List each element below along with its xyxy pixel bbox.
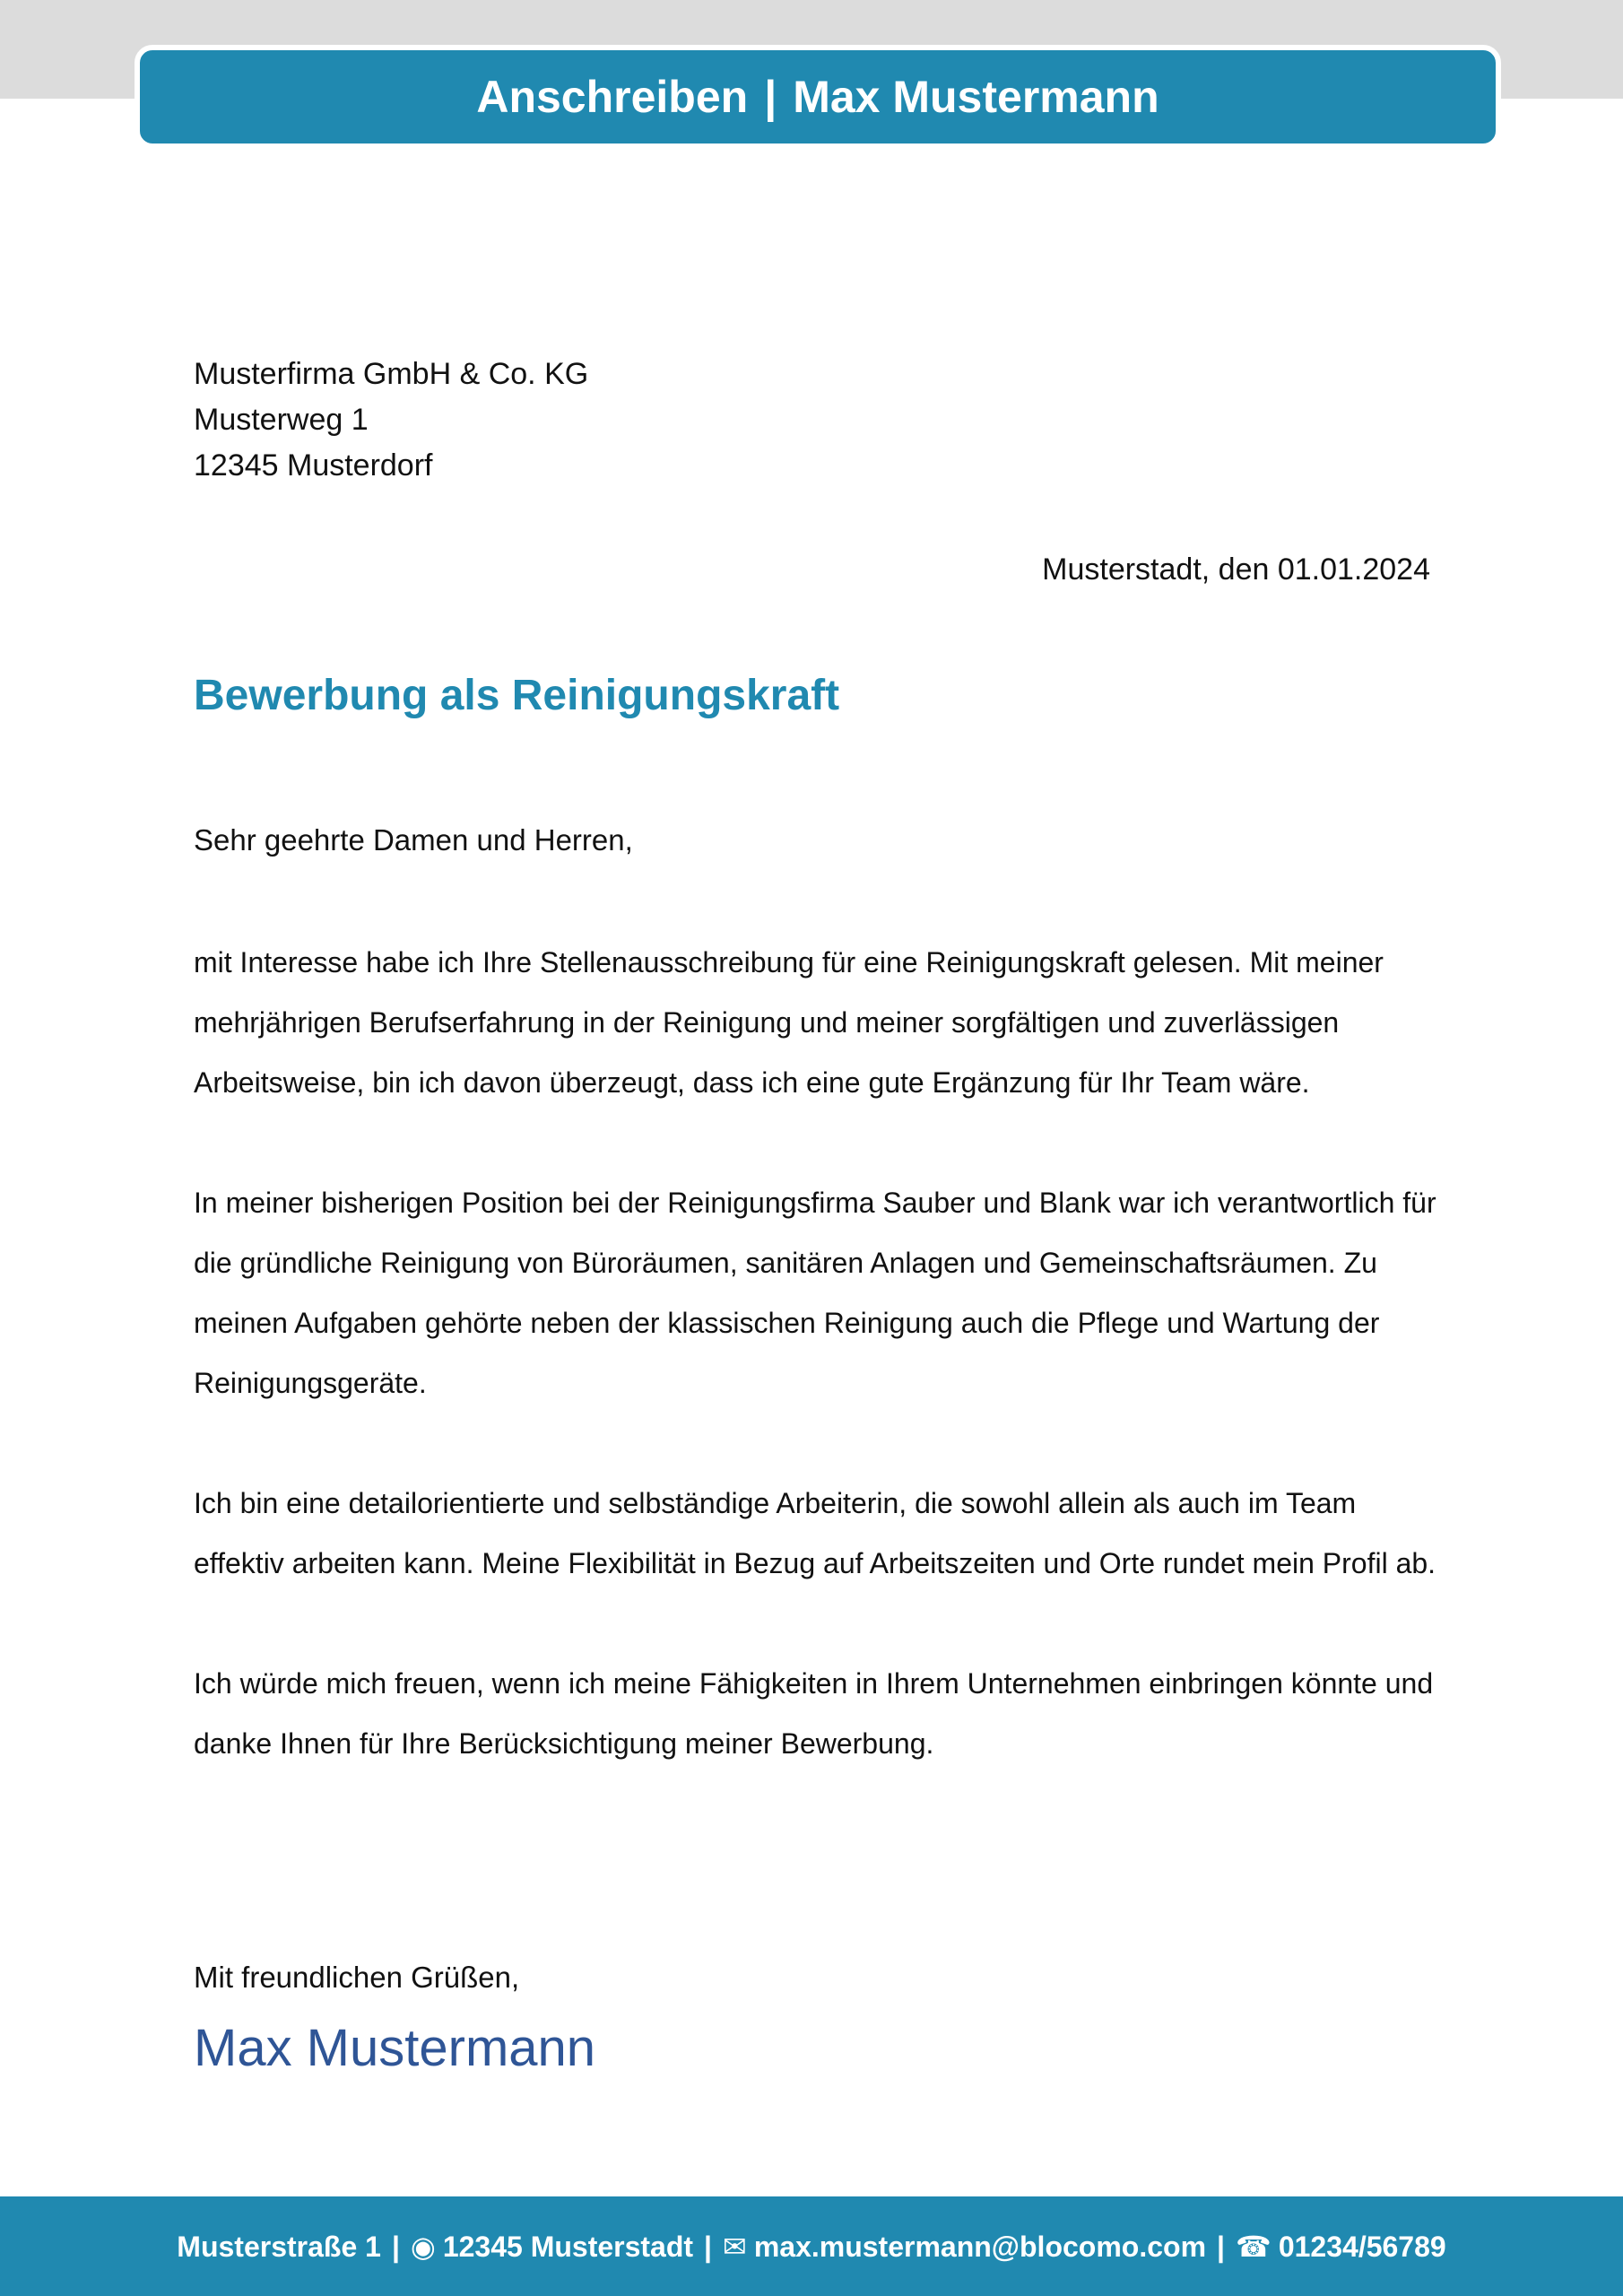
body-paragraph: In meiner bisherigen Position bei der Reinigungsfirma Sauber und Blank war ich verantwortlich für die gründliche Reinigung von Büroräumen, sanitären Anlagen und Gemeinschaftsräumen. Zu meinen Aufgaben gehörte neben der klassischen Reinigung auch die Pflege und Wartung der Reinigungsgeräte. <box>194 1187 1436 1399</box>
header-name: Max Mustermann <box>793 72 1159 122</box>
closing: Mit freundlichen Grüßen, <box>194 1961 520 1994</box>
signature: Max Mustermann <box>194 2019 596 2077</box>
recipient-address <box>194 352 588 489</box>
footer-email: max.mustermann@blocomo.com <box>753 2230 1207 2263</box>
header-separator: | <box>764 72 777 122</box>
header-document-type: Anschreiben <box>476 72 749 122</box>
letter-body <box>194 933 1440 1834</box>
recipient-street: Musterweg 1 <box>194 403 369 437</box>
body-paragraph: Ich würde mich freuen, wenn ich meine Fähigkeiten in Ihrem Unternehmen einbringen könnte und danke Ihnen für Ihre Berücksichtigung meiner Bewerbung. <box>194 1667 1434 1760</box>
recipient-city: 12345 Musterdorf <box>194 448 433 483</box>
footer-separator: | <box>391 2230 400 2263</box>
header-bar <box>135 45 1501 149</box>
location-icon: ◉ <box>410 2230 436 2263</box>
header-title <box>476 71 1159 123</box>
salutation: Sehr geehrte Damen und Herren, <box>194 823 633 857</box>
footer-separator: | <box>1217 2230 1225 2263</box>
footer-contact <box>177 2230 1445 2264</box>
subject-line: Bewerbung als Reinigungskraft <box>194 672 840 719</box>
phone-icon: ☎ <box>1235 2230 1271 2263</box>
footer-city: 12345 Musterstadt <box>442 2230 694 2263</box>
date-line: Musterstadt, den 01.01.2024 <box>1042 552 1430 587</box>
body-paragraph: Ich bin eine detailorientierte und selbständige Arbeiterin, die sowohl allein als auch im Team effektiv arbeiten kann. Meine Flexibilität in Bezug auf Arbeitszeiten und Orte rundet mein Profil ab. <box>194 1487 1436 1579</box>
recipient-company: Musterfirma GmbH & Co. KG <box>194 357 589 391</box>
envelope-icon: ✉ <box>723 2230 747 2263</box>
footer-separator: | <box>704 2230 712 2263</box>
footer-street: Musterstraße 1 <box>177 2230 381 2263</box>
footer-bar <box>0 2196 1623 2296</box>
body-paragraph: mit Interesse habe ich Ihre Stellenausschreibung für eine Reinigungskraft gelesen. Mit meiner mehrjährigen Berufserfahrung in der Reinigung und meiner sorgfältigen und zuverlässigen Arbeitsweise, bin ich davon überzeugt, dass ich eine gute Ergänzung für Ihr Team wäre. <box>194 946 1384 1099</box>
footer-phone: 01234/56789 <box>1278 2230 1446 2263</box>
